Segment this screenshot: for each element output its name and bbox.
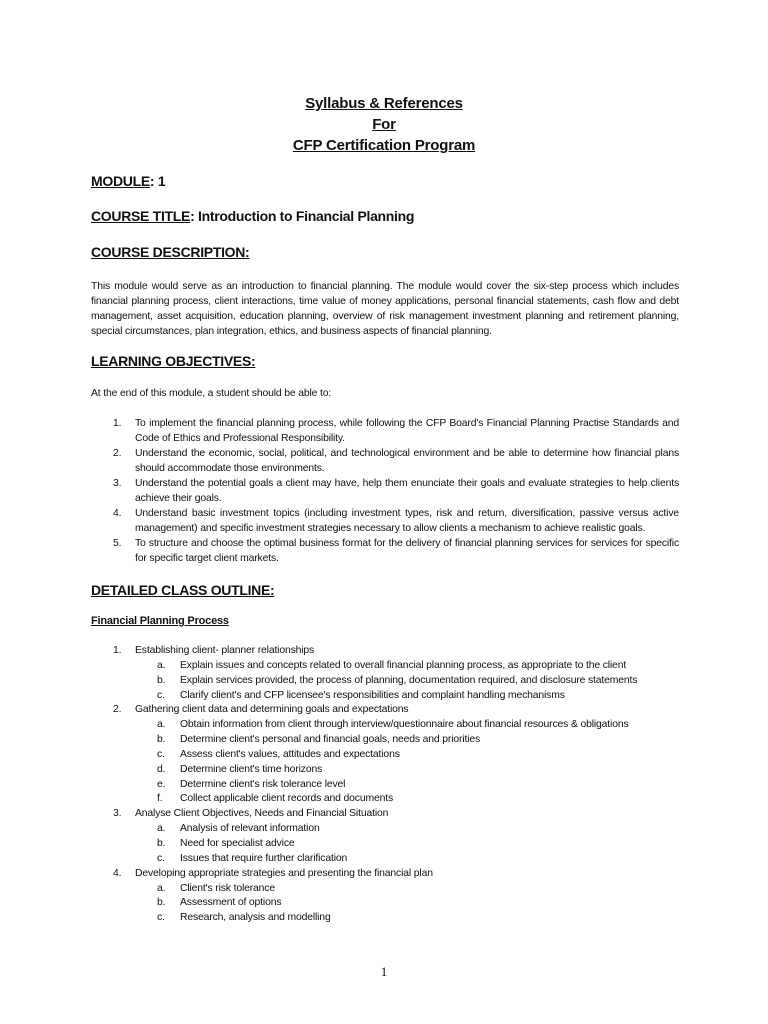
outline-subitem: c. Research, analysis and modelling	[157, 912, 331, 924]
course-title-value: : Introduction to Financial Planning	[190, 208, 415, 224]
outline-subitem: e. Determine client's risk tolerance level	[157, 778, 346, 790]
page-number: 1	[380, 964, 388, 979]
outline-subheading: Financial Planning Process	[91, 615, 229, 627]
objective-item: 2. Understand the economic, social, political, and technological environment and be able to determine how financial plans should accommodate those environments.	[113, 448, 679, 474]
detailed-outline-heading: DETAILED CLASS OUTLINE:	[91, 582, 275, 598]
outline-subitem: a. Analysis of relevant information	[157, 823, 320, 835]
doc-title-line3: CFP Certification Program	[292, 137, 476, 154]
course-title-label: COURSE TITLE	[91, 208, 191, 224]
module-value: : 1	[149, 173, 166, 189]
objectives-list	[91, 416, 679, 566]
outline-subitem: a. Explain issues and concepts related to overall financial planning process, as appropriate to the client	[157, 659, 627, 671]
outline-subitem: d. Determine client's time horizons	[157, 763, 323, 775]
outline-subitem: b. Determine client's personal and financial goals, needs and priorities	[157, 734, 481, 746]
outline-item: 2. Gathering client data and determining goals and expectations	[113, 704, 409, 716]
outline-subitem: b. Assessment of options	[157, 897, 282, 909]
outline-list	[91, 644, 679, 926]
doc-title-line1: Syllabus & References	[305, 95, 463, 112]
course-title-heading	[91, 208, 414, 224]
course-description-text: This module would serve as an introduction to financial planning. The module would cover the six-step process which includes financial planning process, client interactions, time value of money applications, personal financial statements, cash flow and debt management, asset acquisition, education planning, overview of risk management investment planning and retirement planning, special circumstances, plan integration, ethics, and business aspects of financial planning.	[91, 281, 679, 337]
learning-objectives-heading: LEARNING OBJECTIVES:	[91, 353, 256, 369]
module-heading	[91, 173, 165, 189]
outline-subitem: a. Obtain information from client through interview/questionnaire about financial resources & obligations	[157, 719, 629, 731]
outline-item: 3. Analyse Client Objectives, Needs and Financial Situation	[113, 808, 389, 820]
outline-subitem: f. Collect applicable client records and documents	[157, 793, 394, 805]
objectives-intro: At the end of this module, a student should be able to:	[91, 388, 332, 399]
outline-subitem: c. Clarify client's and CFP licensee's responsibilities and complaint handling mechanisms	[157, 689, 565, 701]
doc-title-line2: For	[372, 116, 396, 133]
outline-subitem: c. Assess client's values, attitudes and expectations	[157, 748, 400, 760]
objective-item: 3. Understand the potential goals a client may have, help them enunciate their goals and evaluate strategies to help clients achieve their goals.	[113, 478, 679, 504]
outline-subitem: b. Need for specialist advice	[157, 837, 295, 849]
objective-item: 4. Understand basic investment topics (including investment types, risk and return, diversification, passive versus active management) and specific investment strategies necessary to allow clients a mechanism to achieve realistic goals.	[113, 508, 679, 534]
outline-subitem: b. Explain services provided, the process of planning, documentation required, and disclosure statements	[157, 674, 638, 686]
outline-subitem: a. Client's risk tolerance	[157, 882, 275, 894]
outline-item: 1. Establishing client- planner relationships	[113, 645, 315, 656]
objective-item: 5. To structure and choose the optimal business format for the delivery of financial planning services for services for specific for specific target client markets.	[113, 538, 679, 564]
outline-item: 4. Developing appropriate strategies and presenting the financial plan	[113, 867, 433, 879]
outline-subitem: c. Issues that require further clarification	[157, 852, 348, 864]
module-label: MODULE	[91, 173, 150, 189]
objective-item: 1. To implement the financial planning process, while following the CFP Board's Financial Planning Practise Standards and Code of Ethics and Professional Responsibility.	[113, 418, 679, 444]
course-description-heading: COURSE DESCRIPTION:	[91, 244, 250, 260]
